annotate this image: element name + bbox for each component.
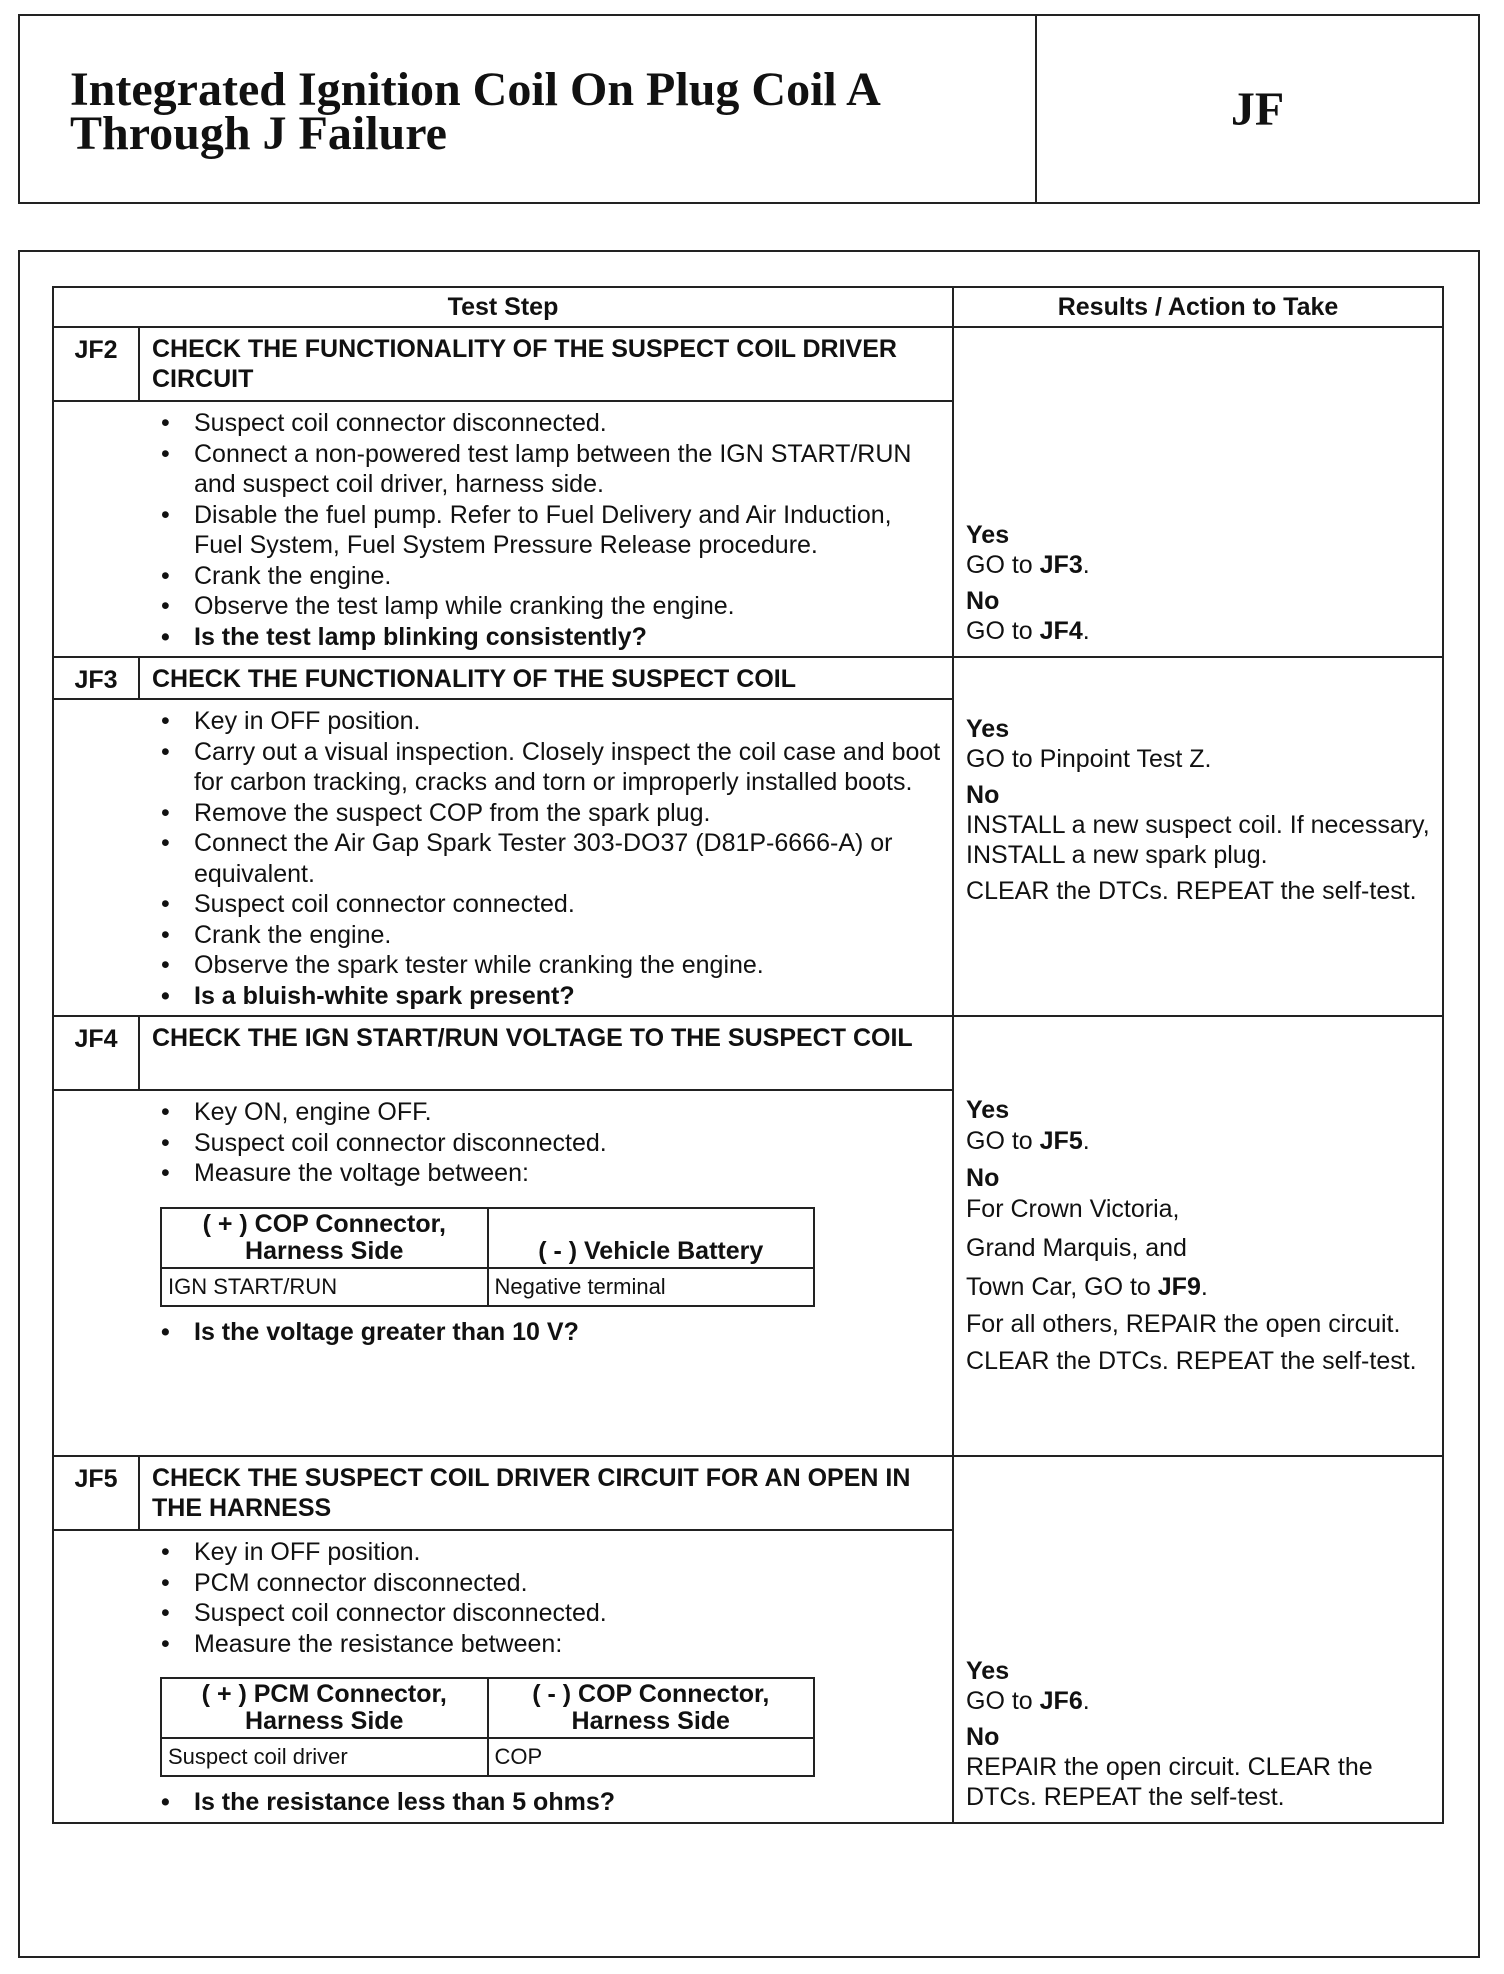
- list-item: • Suspect coil connector disconnected.: [54, 1128, 942, 1159]
- meas-header-negative: ( - ) COP Connector, Harness Side: [488, 1678, 815, 1738]
- list-item: • Measure the resistance between:: [54, 1629, 942, 1660]
- step-body: [53, 699, 953, 1016]
- no-line-1: For Crown Victoria,: [966, 1195, 1180, 1223]
- title-line-2: Through J Failure: [70, 107, 447, 160]
- no-text-2: CLEAR the DTCs. REPEAT the self-test.: [966, 877, 1417, 905]
- step-id: JF5: [53, 1456, 139, 1530]
- title-line-1: Integrated Ignition Coil On Plug Coil A: [70, 63, 881, 116]
- list-item: • Key in OFF position.: [54, 1537, 942, 1568]
- step-body: [53, 1090, 953, 1456]
- step-id: JF3: [53, 657, 139, 699]
- step-jf4-results: Yes GO to JF5. No For Crown Victoria, Grand Marquis, and Town Car, GO to JF9. For all others, REPAIR the open circuit. CLEAR the DTCs. REPEAT the self-test.: [953, 1016, 1443, 1456]
- step-jf2-title-row: [53, 327, 1443, 401]
- no-line-3: Town Car, GO to: [966, 1273, 1151, 1301]
- no-label: No: [966, 1164, 1000, 1192]
- meas-positive-value: IGN START/RUN: [161, 1268, 488, 1306]
- list-item: • Key in OFF position.: [54, 706, 942, 737]
- step-title: CHECK THE IGN START/RUN VOLTAGE TO THE SUSPECT COIL: [139, 1016, 953, 1090]
- yes-text: GO to: [966, 1686, 1033, 1715]
- no-ref[interactable]: JF9: [1157, 1273, 1201, 1301]
- list-item: • Suspect coil connector disconnected.: [54, 1598, 942, 1629]
- list-item: • Observe the test lamp while cranking the engine.: [54, 591, 942, 622]
- no-text: GO to: [966, 617, 1033, 645]
- no-label: No: [966, 1722, 1000, 1751]
- yes-ref[interactable]: JF6: [1039, 1686, 1083, 1715]
- list-item: • Connect the Air Gap Spark Tester 303-DO37 (D81P-6666-A) or equivalent.: [54, 828, 942, 889]
- yes-label: Yes: [966, 521, 1010, 549]
- no-line-2: Grand Marquis, and: [966, 1234, 1187, 1262]
- header-box: [18, 14, 1480, 204]
- step-jf5-results: Yes GO to JF6. No REPAIR the open circuit. CLEAR the DTCs. REPEAT the self-test.: [953, 1456, 1443, 1823]
- list-item: • Suspect coil connector connected.: [54, 889, 942, 920]
- no-text-2: For all others, REPAIR the open circuit.: [966, 1310, 1401, 1338]
- list-item: • Key ON, engine OFF.: [54, 1097, 942, 1128]
- yes-label: Yes: [966, 1096, 1010, 1124]
- step-question: • Is the resistance less than 5 ohms?: [54, 1787, 942, 1818]
- step-jf5-title-row: [53, 1456, 1443, 1530]
- no-text: INSTALL a new suspect coil. If necessary, INSTALL a new spark plug.: [966, 811, 1430, 869]
- col-test-step: Test Step: [53, 287, 953, 327]
- yes-text: GO to: [966, 1127, 1033, 1155]
- page-title: [70, 63, 970, 160]
- no-label: No: [966, 781, 1000, 809]
- meas-negative-value: COP: [488, 1738, 815, 1776]
- section-code: JF: [1230, 82, 1285, 136]
- list-item: • Crank the engine.: [54, 561, 942, 592]
- yes-label: Yes: [966, 715, 1010, 743]
- list-item: • PCM connector disconnected.: [54, 1568, 942, 1599]
- yes-text: GO to Pinpoint Test Z.: [966, 745, 1212, 773]
- list-item: • Observe the spark tester while cranking the engine.: [54, 950, 942, 981]
- meas-header-positive: ( + ) PCM Connector, Harness Side: [161, 1678, 488, 1738]
- list-item: • Disable the fuel pump. Refer to Fuel Delivery and Air Induction, Fuel System, Fuel System Pressure Release procedure.: [54, 500, 942, 561]
- list-item: • Crank the engine.: [54, 920, 942, 951]
- no-text: REPAIR the open circuit. CLEAR the DTCs. REPEAT the self-test.: [966, 1752, 1373, 1811]
- step-id: JF4: [53, 1016, 139, 1090]
- table-header-row: [53, 287, 1443, 327]
- yes-text: GO to: [966, 551, 1033, 579]
- yes-label: Yes: [966, 1656, 1010, 1685]
- step-body: [53, 401, 953, 657]
- step-question: • Is the voltage greater than 10 V?: [54, 1317, 942, 1348]
- test-table: [52, 286, 1444, 1824]
- voltage-measurement-table: [160, 1207, 815, 1307]
- step-id: JF2: [53, 327, 139, 401]
- step-question: • Is the test lamp blinking consistently?: [54, 622, 942, 653]
- resistance-measurement-table: [160, 1677, 815, 1777]
- yes-ref[interactable]: JF3: [1039, 551, 1083, 579]
- meas-header-positive: ( + ) COP Connector, Harness Side: [161, 1208, 488, 1268]
- step-jf2-results: Yes GO to JF3. No GO to JF4.: [953, 327, 1443, 657]
- no-text-3: CLEAR the DTCs. REPEAT the self-test.: [966, 1347, 1417, 1375]
- list-item: • Connect a non-powered test lamp between the IGN START/RUN and suspect coil driver, harness side.: [54, 439, 942, 500]
- col-results: Results / Action to Take: [953, 287, 1443, 327]
- step-title: CHECK THE FUNCTIONALITY OF THE SUSPECT COIL DRIVER CIRCUIT: [139, 327, 953, 401]
- step-jf3-title-row: [53, 657, 1443, 699]
- list-item: • Carry out a visual inspection. Closely inspect the coil case and boot for carbon tracking, cracks and torn or improperly installed boots.: [54, 737, 942, 798]
- list-item: • Measure the voltage between:: [54, 1158, 942, 1189]
- step-body: [53, 1530, 953, 1823]
- no-ref[interactable]: JF4: [1039, 617, 1083, 645]
- yes-ref[interactable]: JF5: [1039, 1127, 1083, 1155]
- step-title: CHECK THE FUNCTIONALITY OF THE SUSPECT COIL: [139, 657, 953, 699]
- meas-positive-value: Suspect coil driver: [161, 1738, 488, 1776]
- no-label: No: [966, 587, 1000, 615]
- meas-negative-value: Negative terminal: [488, 1268, 815, 1306]
- step-title: CHECK THE SUSPECT COIL DRIVER CIRCUIT FOR AN OPEN IN THE HARNESS: [139, 1456, 953, 1530]
- step-question: • Is a bluish-white spark present?: [54, 981, 942, 1012]
- step-jf4-title-row: [53, 1016, 1443, 1090]
- step-jf3-results: [953, 657, 1443, 1016]
- list-item: • Suspect coil connector disconnected.: [54, 408, 942, 439]
- meas-header-negative: ( - ) Vehicle Battery: [488, 1208, 815, 1268]
- list-item: • Remove the suspect COP from the spark plug.: [54, 798, 942, 829]
